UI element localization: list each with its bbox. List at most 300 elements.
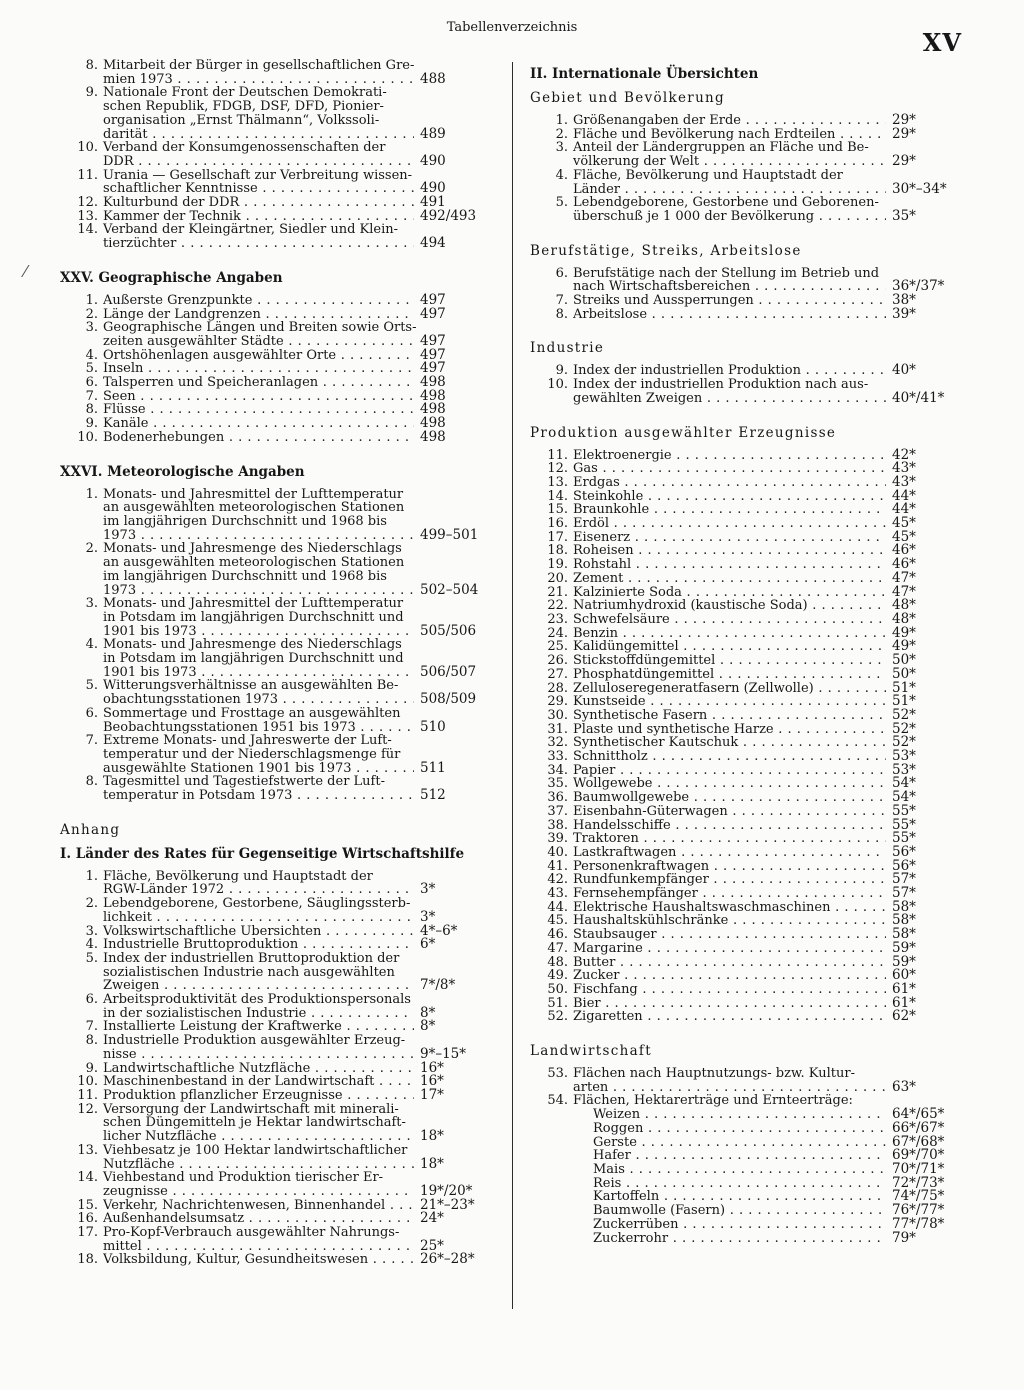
entry-title (103, 597, 414, 638)
entry-number (530, 1136, 573, 1150)
leader-dots (631, 1149, 886, 1163)
entry-title-line: zeugnisse (103, 1184, 168, 1199)
toc-entry[interactable] (530, 857, 954, 874)
page-number: XV (922, 28, 962, 57)
toc-entry[interactable] (60, 169, 482, 196)
toc-entry[interactable] (530, 898, 954, 915)
entry-title (573, 1190, 886, 1204)
leader-dots (643, 1010, 886, 1024)
toc-entry[interactable] (530, 462, 954, 476)
toc-entry[interactable] (530, 736, 954, 750)
entry-title-line: Anteil der Ländergruppen an Fläche und Be- (573, 140, 869, 156)
entry-page: 29* (892, 112, 916, 128)
entry-title (573, 544, 886, 558)
subsection-heading: Berufstätige, Streiks, Arbeitslose (530, 242, 802, 259)
entry-page: 58* (892, 898, 916, 915)
entry-number: 8. (85, 58, 98, 73)
entry-title-line: Ortshöhenlagen ausgewählter Orte (103, 348, 337, 363)
toc-entry[interactable] (530, 446, 954, 463)
toc-entry[interactable] (60, 679, 482, 706)
section-gap (60, 251, 482, 270)
toc-entry[interactable] (60, 1212, 482, 1226)
toc-entry[interactable] (60, 707, 482, 734)
toc-entry[interactable] (530, 1163, 954, 1177)
toc-entry[interactable] (60, 321, 482, 348)
entry-page: 29* (892, 153, 916, 170)
leader-dots (321, 925, 414, 939)
entry-page: 53* (892, 748, 916, 765)
entry-number: 10. (547, 377, 568, 393)
entry-title (573, 267, 886, 294)
entry-number: 43. (547, 886, 568, 902)
entry-title-line: Synthetischer Kautschuk (573, 736, 739, 751)
entry-page: 497 (420, 332, 446, 349)
entry-title-line: Verband der Kleingärtner, Siedler und Klein- (103, 222, 399, 238)
entry-title-line: Kammer der Technik (103, 209, 241, 224)
entry-number: 7. (85, 388, 98, 404)
entry-page: 40*/41* (892, 389, 945, 406)
entry-title (573, 942, 886, 956)
toc-entry[interactable] (60, 376, 482, 390)
entry-page: 46* (892, 556, 916, 573)
entry-title-line: Butter (573, 955, 616, 970)
toc-entry[interactable] (530, 654, 954, 668)
toc-entry[interactable] (60, 387, 482, 404)
entry-number: 4. (555, 167, 568, 183)
toc-entry[interactable] (530, 928, 954, 942)
entry-title (573, 364, 886, 378)
entry-title-line: völkerung der Welt (573, 155, 700, 169)
entry-page: 35* (892, 207, 916, 224)
entry-number: 29. (547, 694, 568, 710)
toc-entry[interactable] (530, 720, 954, 737)
entry-page: 47* (892, 569, 916, 586)
entry-title-line: Zelluloseregeneratfasern (Zellwolle) (573, 681, 814, 696)
entry-title (103, 679, 414, 706)
entry-title-line: Schnittholz (573, 750, 648, 764)
leader-dots (621, 1177, 886, 1191)
entry-number: 11. (77, 167, 98, 183)
toc-entry[interactable] (530, 1229, 954, 1246)
toc-entry[interactable] (530, 832, 954, 846)
entry-title-line: nach Wirtschaftsbereichen (573, 280, 751, 295)
toc-entry[interactable] (530, 473, 954, 490)
entry-title (573, 128, 886, 142)
entry-number: 16. (77, 1211, 98, 1227)
leader-dots (682, 586, 886, 600)
toc-entry[interactable] (60, 1196, 482, 1213)
entry-number: 6. (85, 705, 98, 721)
entry-title-line: Margarine (573, 941, 643, 956)
entry-number: 10. (77, 1074, 98, 1090)
leader-dots (670, 613, 886, 627)
toc-entry[interactable] (530, 544, 954, 558)
entry-number: 21. (547, 584, 568, 600)
leader-dots (814, 210, 886, 224)
entry-title (103, 1075, 414, 1089)
toc-entry[interactable] (530, 1094, 954, 1108)
entry-title (573, 668, 886, 682)
toc-entry[interactable] (530, 750, 954, 764)
toc-entry[interactable] (60, 1103, 482, 1144)
toc-entry[interactable] (530, 914, 954, 928)
entry-title (573, 1094, 886, 1108)
entry-page: 506/507 (420, 663, 477, 680)
toc-entry[interactable] (530, 294, 954, 308)
entry-number: 18. (547, 543, 568, 559)
entry-title-line: Zigaretten (573, 1010, 643, 1025)
entry-number: 8. (555, 306, 568, 322)
entry-title-line: nisse (103, 1047, 137, 1062)
entry-title-line: 1973 (103, 528, 137, 543)
entry-title-line: Volkswirtschaftliche Übersichten (103, 924, 322, 939)
toc-entry[interactable] (530, 169, 954, 196)
entry-page: 497 (420, 291, 446, 308)
entry-title (103, 223, 414, 250)
entry-number: 4. (85, 637, 98, 653)
leader-dots (292, 789, 414, 803)
leader-dots (646, 695, 886, 709)
entry-number: 1. (555, 113, 568, 128)
entry-title-line: Monats- und Jahresmenge des Niederschlags (103, 541, 402, 557)
entry-title (573, 141, 886, 168)
leader-dots (239, 196, 414, 210)
toc-entry[interactable] (530, 569, 954, 586)
entry-number: 37. (547, 803, 568, 819)
leader-dots (136, 390, 414, 404)
entry-title-line: in der sozialistischen Industrie (103, 1006, 307, 1021)
entry-number: 31. (547, 721, 568, 737)
entry-title-line: Berufstätige nach der Stellung im Betrieb und (573, 265, 880, 281)
entry-title (573, 308, 886, 322)
entry-number: 39. (547, 831, 568, 847)
entry-page: 17* (420, 1087, 444, 1103)
toc-entry[interactable] (530, 583, 954, 600)
entry-page: 55* (892, 802, 916, 819)
leader-dots (318, 376, 414, 390)
toc-entry[interactable] (530, 1010, 954, 1024)
toc-entry[interactable] (530, 939, 954, 956)
entry-title-line: Pro-Kopf-Verbrauch ausgewählter Nahrungs- (103, 1225, 400, 1241)
entry-title-line: Lebendgeborene, Gestorbene und Geborenen- (573, 195, 879, 211)
entry-page: 69*/70* (892, 1147, 945, 1164)
entry-title-line: darität (103, 127, 148, 142)
leader-dots (631, 558, 886, 572)
entry-title (103, 362, 414, 376)
entry-number: 6. (85, 375, 98, 391)
toc-entry[interactable] (60, 223, 482, 250)
toc-entry[interactable] (530, 125, 954, 142)
entry-title-line: schen Düngemitteln je Hektar landwirtschaft- (103, 1115, 406, 1131)
entry-title-line: Rundfunkempfänger (573, 873, 709, 888)
entry-title (573, 558, 886, 572)
entry-title-line: sozialistischen Industrie nach ausgewählten (103, 964, 395, 980)
leader-dots (284, 335, 414, 349)
toc-entry[interactable] (530, 802, 954, 819)
entry-title-line: Tagesmittel und Tagestiefstwerte der Luft- (103, 774, 385, 790)
entry-title-line: Beobachtungsstationen 1951 bis 1973 (103, 720, 356, 735)
entry-title (103, 294, 414, 308)
entry-number: 46. (547, 927, 568, 943)
entry-page: 50* (892, 652, 916, 669)
leader-dots (835, 128, 886, 142)
toc-entry[interactable] (530, 599, 954, 613)
entry-title-line: Synthetische Fasern (573, 708, 708, 723)
leader-dots (159, 979, 414, 993)
entry-title (103, 417, 414, 431)
entry-title-line: Seen (103, 389, 136, 404)
entry-title-line: schaftlicher Kenntnisse (103, 182, 258, 197)
toc-entry[interactable] (530, 517, 954, 531)
toc-entry[interactable] (530, 487, 954, 504)
toc-entry[interactable] (530, 980, 954, 997)
toc-entry[interactable] (60, 1144, 482, 1171)
entry-title (573, 928, 886, 942)
toc-entry[interactable] (60, 1171, 482, 1198)
entry-page: 79* (892, 1229, 916, 1246)
entry-page: 42* (892, 446, 916, 463)
toc-entry[interactable] (60, 638, 482, 679)
entry-title (103, 775, 414, 802)
toc-entry[interactable] (530, 1190, 954, 1204)
toc-entry[interactable] (530, 1067, 954, 1094)
entry-number: 17. (547, 529, 568, 545)
entry-title-line: Zweigen (103, 979, 160, 994)
entry-title (103, 431, 414, 445)
entry-title-line: mittel (103, 1239, 142, 1254)
toc-entry[interactable] (530, 873, 954, 887)
leader-dots (709, 860, 886, 874)
leader-dots (625, 1163, 886, 1177)
entry-title-line: an ausgewählten meteorologischen Stationen (103, 500, 405, 516)
toc-entry[interactable] (530, 706, 954, 723)
entry-number: 20. (547, 570, 568, 586)
entry-title-line: Haushaltskühlschränke (573, 914, 729, 929)
entry-title-line: temperatur in Potsdam 1973 (103, 789, 293, 803)
entry-page: 21*–23* (420, 1196, 475, 1213)
entry-title-line: im langjährigen Durchschnitt und 1968 bis (103, 568, 387, 584)
entry-number: 9. (85, 1060, 98, 1076)
toc-entry[interactable] (60, 993, 482, 1020)
toc-entry[interactable] (530, 378, 954, 405)
toc-entry[interactable] (530, 887, 954, 901)
toc-entry[interactable] (60, 938, 482, 952)
entry-title-line: 1973 (103, 583, 137, 598)
entry-number: 27. (547, 666, 568, 682)
entry-number: 11. (77, 1088, 98, 1103)
toc-entry[interactable] (530, 1174, 954, 1191)
toc-entry[interactable] (60, 305, 482, 322)
toc-entry[interactable] (60, 1089, 482, 1103)
entry-page: 58* (892, 926, 916, 943)
entry-page: 24* (420, 1210, 444, 1227)
toc-entry[interactable] (60, 59, 482, 86)
toc-entry[interactable] (60, 952, 482, 993)
leader-dots (148, 128, 414, 142)
leader-dots (175, 1158, 414, 1172)
toc-entry[interactable] (60, 1075, 482, 1089)
toc-entry[interactable] (530, 1204, 954, 1218)
toc-entry[interactable] (60, 897, 482, 924)
toc-entry[interactable] (530, 114, 954, 128)
entry-title-line: Steinkohle (573, 489, 644, 504)
entry-page: 36*/37* (892, 278, 945, 295)
entry-title-line: tierzüchter (103, 237, 177, 251)
toc-entry[interactable] (530, 761, 954, 778)
toc-entry[interactable] (530, 640, 954, 654)
toc-entry[interactable] (530, 1149, 954, 1163)
entry-title-line: Traktoren (573, 832, 639, 846)
leader-dots (659, 1190, 886, 1204)
leader-dots (620, 476, 886, 490)
leader-dots (608, 1081, 886, 1095)
toc-entry[interactable] (60, 196, 482, 210)
toc-entry[interactable] (60, 1034, 482, 1061)
entry-title-line: 1901 bis 1973 (103, 665, 197, 680)
entry-number: 44. (547, 899, 568, 915)
entry-title-line: Baumwolle (Fasern) (593, 1204, 726, 1218)
toc-entry[interactable] (530, 1133, 954, 1150)
leader-dots (699, 155, 886, 169)
entry-page: 16* (420, 1059, 444, 1076)
toc-entry[interactable] (530, 1119, 954, 1136)
entry-page: 497 (420, 360, 446, 377)
toc-entry[interactable] (530, 665, 954, 682)
toc-entry[interactable] (530, 969, 954, 983)
leader-dots (678, 1218, 886, 1232)
entry-page: 52* (892, 720, 916, 737)
toc-entry[interactable] (60, 488, 482, 543)
leader-dots (754, 294, 886, 308)
toc-entry[interactable] (530, 528, 954, 545)
toc-entry[interactable] (60, 362, 482, 376)
entry-title-line: Phosphatdüngemittel (573, 667, 715, 682)
toc-entry[interactable] (60, 141, 482, 168)
entry-page: 70*/71* (892, 1161, 945, 1177)
toc-entry[interactable] (60, 1253, 482, 1267)
entry-page: 60* (892, 967, 916, 984)
section-gap (60, 445, 482, 464)
toc-entry[interactable] (60, 870, 482, 897)
entry-title-line: Staubsauger (573, 928, 657, 942)
toc-entry[interactable] (60, 775, 482, 802)
entry-page: 8* (420, 1004, 436, 1021)
toc-entry[interactable] (530, 196, 954, 223)
entry-number: 54. (547, 1093, 568, 1109)
toc-entry[interactable] (60, 346, 482, 363)
toc-entry[interactable] (530, 953, 954, 970)
entry-page: 62* (892, 1008, 916, 1025)
entry-title-line: Volksbildung, Kultur, Gesundheitswesen (103, 1253, 369, 1268)
toc-entry[interactable] (60, 1059, 482, 1076)
entry-page: 54* (892, 789, 916, 806)
toc-entry[interactable] (60, 403, 482, 417)
toc-entry[interactable] (530, 624, 954, 641)
toc-entry[interactable] (530, 777, 954, 791)
toc-entry[interactable] (530, 1215, 954, 1232)
entry-title (103, 86, 414, 141)
toc-entry[interactable] (530, 305, 954, 322)
entry-title (573, 682, 886, 696)
leader-dots (152, 911, 414, 925)
toc-entry[interactable] (60, 86, 482, 141)
toc-entry[interactable] (530, 558, 954, 572)
toc-entry[interactable] (60, 207, 482, 224)
entry-title (573, 764, 886, 778)
toc-entry[interactable] (60, 1226, 482, 1253)
entry-page: 54* (892, 775, 916, 792)
toc-entry[interactable] (530, 610, 954, 627)
toc-entry[interactable] (530, 267, 954, 294)
entry-title (573, 1163, 886, 1177)
toc-entry[interactable] (530, 679, 954, 696)
toc-entry[interactable] (60, 597, 482, 638)
entry-title-line: mien 1973 (103, 72, 173, 87)
toc-entry[interactable] (530, 791, 954, 805)
leader-dots (615, 956, 886, 970)
entry-number: 12. (77, 1101, 98, 1117)
entry-title-line: Index der industriellen Bruttoproduktion der (103, 950, 400, 966)
entry-page: 505/506 (420, 622, 477, 639)
leader-dots (143, 362, 414, 376)
entry-title (573, 819, 886, 833)
toc-entry[interactable] (530, 141, 954, 168)
toc-entry[interactable] (530, 364, 954, 378)
entry-title-line: Inseln (103, 362, 144, 377)
toc-entry[interactable] (60, 417, 482, 431)
entry-title-line: Streiks und Aussperrungen (573, 294, 754, 308)
entry-page: 61* (892, 994, 916, 1011)
toc-entry[interactable] (530, 843, 954, 860)
entry-page: 29* (892, 125, 916, 142)
section-gap (530, 406, 954, 425)
toc-entry[interactable] (60, 734, 482, 775)
entry-number: 5. (555, 195, 568, 211)
toc-entry[interactable] (530, 695, 954, 709)
entry-title-line: Mitarbeit der Bürger in gesellschaftlichen Gre- (103, 58, 415, 73)
entry-title (103, 376, 414, 390)
entry-number: 13. (77, 1142, 98, 1158)
leader-dots (173, 73, 414, 87)
toc-entry[interactable] (530, 503, 954, 517)
toc-entry[interactable] (60, 428, 482, 445)
entry-number: 16. (547, 516, 568, 532)
toc-entry[interactable] (60, 542, 482, 597)
toc-entry[interactable] (530, 994, 954, 1011)
entry-title (573, 462, 886, 476)
entry-page: 44* (892, 501, 916, 518)
entry-title-line: Urania — Gesellschaft zur Verbreitung wissen- (103, 167, 413, 183)
entry-title-line: Länder (573, 182, 620, 197)
entry-page: 6* (420, 936, 436, 953)
toc-entry[interactable] (60, 922, 482, 939)
entry-title (573, 1149, 886, 1163)
leader-dots (707, 709, 886, 723)
entry-title (103, 1020, 414, 1034)
entry-page: 489 (420, 125, 446, 142)
toc-entry[interactable] (530, 1108, 954, 1122)
entry-title-line: Äußerste Grenzpunkte (103, 293, 253, 308)
toc-entry[interactable] (530, 816, 954, 833)
entry-title-line: Flüsse (103, 403, 146, 418)
toc-entry[interactable] (60, 1020, 482, 1034)
entry-title (573, 805, 886, 819)
pencil-mark: ⁄ (24, 262, 27, 281)
entry-number: 4. (85, 347, 98, 363)
toc-entry[interactable] (60, 291, 482, 308)
entry-number: 32. (547, 735, 568, 751)
section-gap (530, 321, 954, 340)
